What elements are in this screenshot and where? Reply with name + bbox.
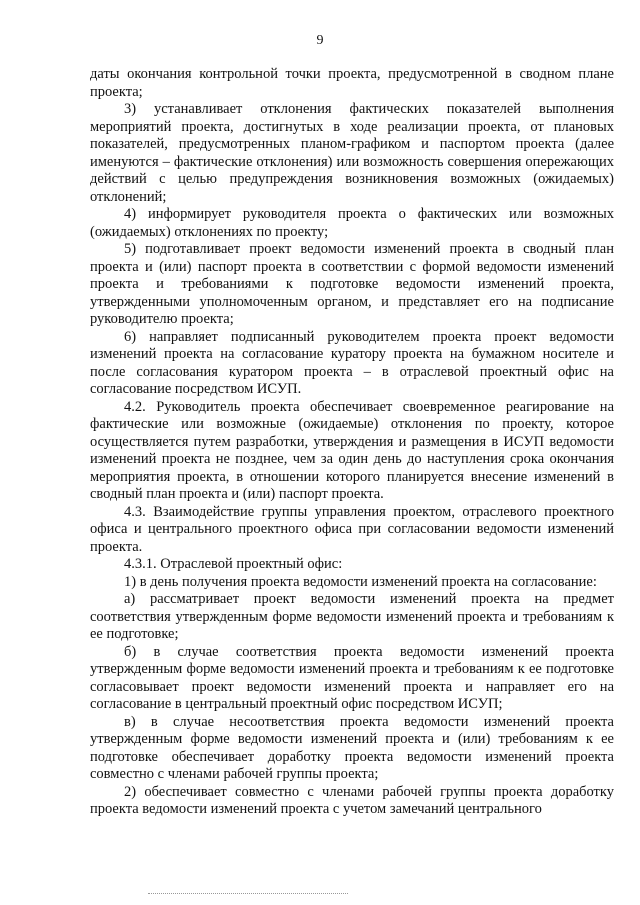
paragraph-item-3: 3) устанавливает отклонения фактических показателей выполнения мероприятий проекта, достигнутых в ходе реализации проекта, от плановых показателей, предусмотренных планом-графиком и паспортом проекта (далее именуются – фактические отклонения) или возможность совершения опережающих действий с целью предупреждения возникновения возможных (ожидаемых) отклонений; <box>90 101 614 205</box>
paragraph-item-5: 5) подготавливает проект ведомости изменений проекта в сводный план проекта и (или) паспорт проекта в соответствии с формой ведомости изменений проекта и требованиями к подготовке ведомости изменений проекта, утвержденными уполномоченным органом, и представляет его на подписание руководителю проекта; <box>90 241 614 327</box>
paragraph-subitem-1: 1) в день получения проекта ведомости изменений проекта на согласование: <box>124 573 597 590</box>
paragraph-item-6: 6) направляет подписанный руководителем проекта проект ведомости изменений проекта на согласование куратору проекта на бумажном носителе и после согласования куратором проекта – в отраслевой проектный офис на согласование посредством ИСУП. <box>90 328 614 397</box>
document-body <box>90 66 614 819</box>
paragraph-continuation: даты окончания контрольной точки проекта, предусмотренной в сводном плане проекта; <box>90 66 614 100</box>
paragraph-subitem-a: а) рассматривает проект ведомости изменений проекта на предмет соответствия утвержденным форме ведомости изменений проекта и требованиям к ее подготовке; <box>90 591 614 642</box>
footer-divider <box>148 893 348 894</box>
paragraph-section-4-3-1: 4.3.1. Отраслевой проектный офис: <box>124 556 343 572</box>
paragraph-subitem-b: б) в случае соответствия проекта ведомости изменений проекта утвержденным форме ведомости изменений проекта и требованиям к ее подготовке согласовывает проект ведомости изменений проекта и направляет его на согласование в центральный проектный офис посредством ИСУП; <box>90 643 614 712</box>
page-number: 9 <box>316 33 324 48</box>
paragraph-item-4: 4) информирует руководителя проекта о фактических или возможных (ожидаемых) отклонениях по проекту; <box>90 206 614 240</box>
paragraph-section-4-2: 4.2. Руководитель проекта обеспечивает своевременное реагирование на фактические или возможные (ожидаемые) отклонения по проекту, которое осуществляется путем разработки, утверждения и размещения в ИСУП ведомости изменений проекта не позднее, чем за один день до наступления срока окончания мероприятия проекта, в отношении которого планируется внесение изменений в сводный план проекта и (или) паспорт проекта. <box>90 398 614 502</box>
paragraph-subitem-v: в) в случае несоответствия проекта ведомости изменений проекта утвержденным форме ведомости изменений проекта и (или) требованиям к ее подготовке обеспечивает доработку проекта ведомости изменений проекта совместно с членами рабочей группы проекта; <box>90 713 614 782</box>
paragraph-subitem-2: 2) обеспечивает совместно с членами рабочей группы проекта доработку проекта ведомости изменений проекта с учетом замечаний центрального <box>90 783 614 817</box>
paragraph-section-4-3: 4.3. Взаимодействие группы управления проектом, отраслевого проектного офиса и центрального проектного офиса при согласовании ведомости изменений проекта. <box>90 503 614 555</box>
